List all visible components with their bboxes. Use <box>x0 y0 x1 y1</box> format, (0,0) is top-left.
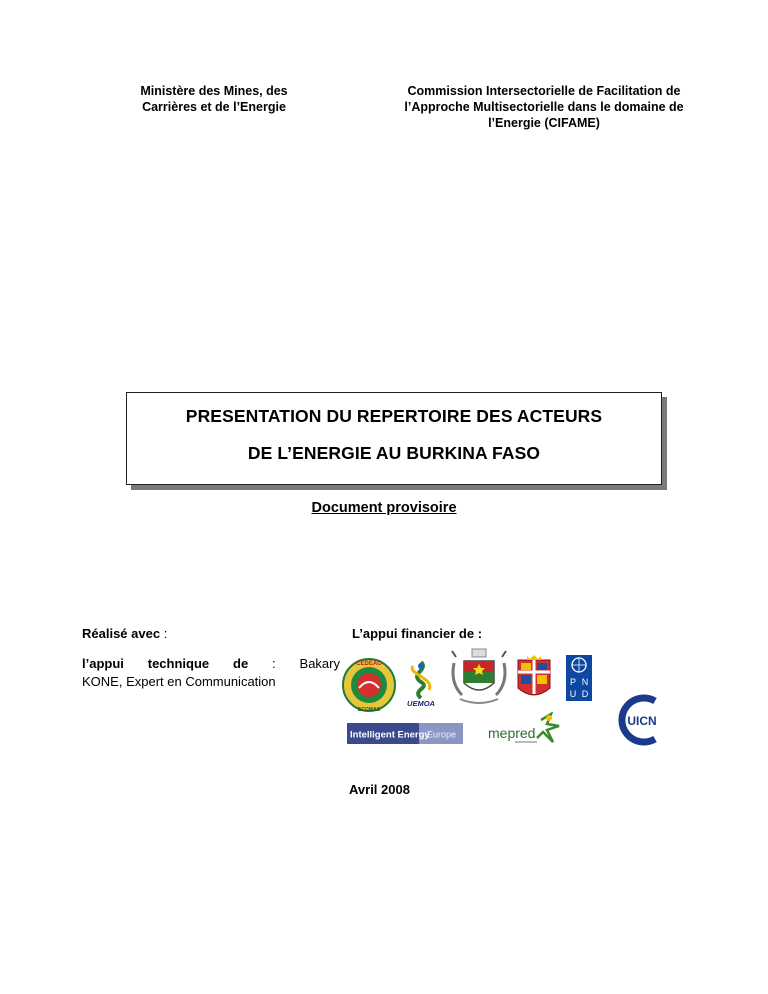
uemoa-text: UEMOA <box>407 699 435 708</box>
iee-left-text: Intelligent Energy <box>350 729 430 741</box>
uicn-logo <box>613 691 671 749</box>
ministry-line-1: Ministère des Mines, des <box>140 84 288 98</box>
commission-line-2: l’Approche Multisectorielle dans le domaine de <box>404 100 684 114</box>
title-line-1: PRESENTATION DU REPERTOIRE DES ACTEURS <box>185 406 603 426</box>
undp-n: N <box>581 677 589 687</box>
tech-colon: : <box>272 656 276 671</box>
coat-of-arms-logo <box>450 647 508 709</box>
intelligent-energy-europe-logo <box>347 723 463 744</box>
undp-d: D <box>581 689 589 699</box>
ecowas-logo <box>341 656 397 714</box>
undp-u: U <box>569 689 577 699</box>
commission-header <box>360 83 728 131</box>
technical-support-line-1 <box>82 656 340 672</box>
ecowas-top-text: CEDEAO <box>356 661 382 667</box>
realise-colon: : <box>160 626 168 641</box>
commission-line-1: Commission Intersectorielle de Facilitation de <box>407 84 681 98</box>
iee-right-text: Europe <box>427 729 457 740</box>
realise-label: Réalisé avec <box>82 626 161 641</box>
commission-line-3: l’Energie (CIFAME) <box>488 116 600 130</box>
document-date: Avril 2008 <box>349 782 410 797</box>
title-line-2: DE L’ENERGIE AU BURKINA FASO <box>247 443 541 463</box>
document-status <box>0 500 768 516</box>
tech-word-3: de <box>233 656 249 671</box>
financial-support-label: L’appui financier de : <box>352 626 483 641</box>
ministry-header <box>108 83 320 115</box>
uicn-text: UICN <box>627 714 657 728</box>
ministry-line-2: Carrières et de l’Energie <box>142 100 286 114</box>
undp-logo <box>566 655 592 701</box>
undp-p: P <box>569 677 577 687</box>
uemoa-logo <box>401 660 441 708</box>
ecowas-bottom-text: ECOWAS <box>357 707 381 713</box>
title-box <box>126 392 662 485</box>
denmark-arms-logo <box>515 654 553 702</box>
realise-avec <box>82 626 167 642</box>
technical-support-line-2: KONE, Expert en Communication <box>82 674 276 689</box>
tech-word-4: Bakary <box>299 656 340 671</box>
mepred-text: mepred <box>488 725 536 741</box>
mepred-logo <box>487 712 567 746</box>
tech-word-1: l’appui <box>82 656 124 671</box>
tech-word-2: technique <box>147 656 210 671</box>
document-status-text: Document provisoire <box>311 500 457 516</box>
